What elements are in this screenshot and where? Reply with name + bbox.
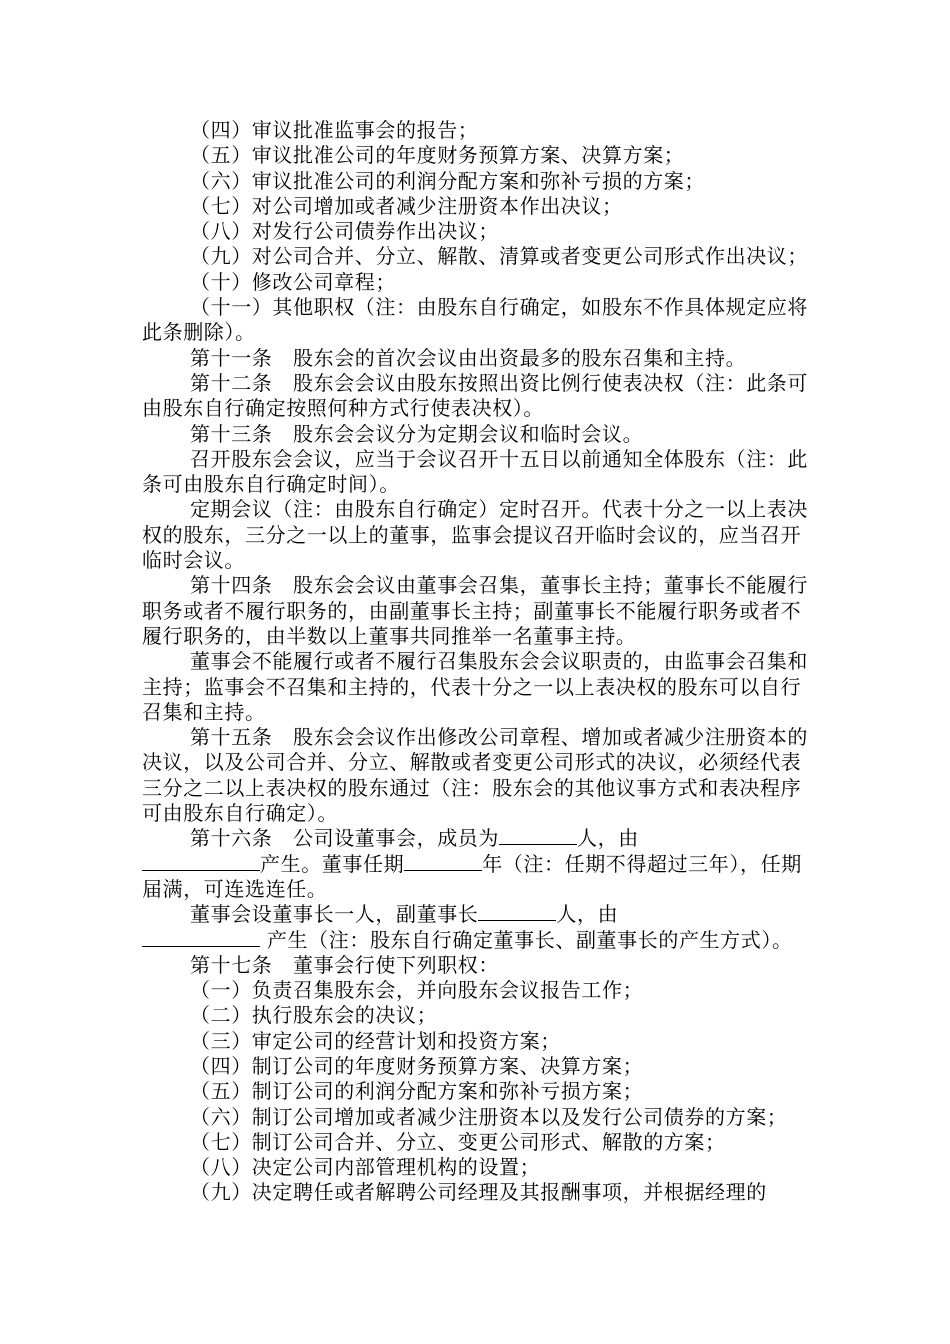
chairman-part-c: 产生（注：股东自行确定董事长、副董事长的产生方式）。 (260, 927, 793, 952)
article-12: 第十二条 股东会会议由股东按照出资比例行使表决权（注：此条可由股东自行确定按照何种方式行使表决权）。 (142, 370, 808, 421)
article-11: 第十一条 股东会的首次会议由出资最多的股东召集和主持。 (190, 345, 747, 370)
article-16-part-a: 第十六条 公司设董事会，成员为 (190, 826, 499, 851)
article-16-part-b: 人，由 (577, 826, 639, 851)
list-item: （四）制订公司的年度财务预算方案、决算方案； (190, 1053, 644, 1078)
paragraph: 董事会不能履行或者不履行召集股东会会议职责的，由监事会召集和主持；监事会不召集和主持的，代表十分之一以上表决权的股东可以自行召集和主持。 (142, 649, 808, 724)
list-item: （五）审议批准公司的年度财务预算方案、决算方案； (190, 143, 685, 168)
list-item: （四）审议批准监事会的报告； (190, 118, 479, 142)
list-item: （八）决定公司内部管理机构的设置； (190, 1155, 541, 1180)
article-16 (142, 826, 810, 902)
list-item: （九）决定聘任或者解聘公司经理及其报酬事项，并根据经理的 (190, 1180, 767, 1205)
term-years-blank[interactable] (404, 852, 482, 871)
chairman-part-b: 人，由 (556, 902, 619, 927)
paragraph: 定期会议（注：由股东自行确定）定时召开。代表十分之一以上表决权的股东，三分之一以上的董事，监事会提议召开临时会议的，应当召开临时会议。 (142, 497, 808, 573)
chair-source-blank[interactable] (142, 928, 260, 947)
article-14: 第十四条 股东会会议由董事会召集，董事长主持；董事长不能履行职务或者不履行职务的，由副董事长主持；副董事长不能履行职务或者不履行职务的，由半数以上董事共同推举一名董事主持。 (142, 573, 808, 648)
article-16-part-c: 产生。董事任期 (260, 851, 405, 876)
board-source-blank[interactable] (142, 852, 260, 871)
list-item: （九）对公司合并、分立、解散、清算或者变更公司形式作出决议； (190, 244, 808, 269)
chairman-part-a: 董事会设董事长一人，副董事长 (190, 902, 479, 927)
article-17-title: 第十七条 董事会行使下列职权： (190, 952, 499, 977)
article-13: 第十三条 股东会会议分为定期会议和临时会议。 (190, 421, 644, 446)
article-15: 第十五条 股东会会议作出修改公司章程、增加或者减少注册资本的决议，以及公司合并、分立、解散或者变更公司形式的决议，必须经代表三分之二以上表决权的股东通过（注：股东会的其他议事方式和表决程序可由股东自行确定）。 (142, 725, 808, 826)
list-item: （五）制订公司的利润分配方案和弥补亏损方案； (190, 1079, 644, 1104)
board-size-blank[interactable] (499, 826, 577, 845)
list-item: （三）审定公司的经营计划和投资方案； (190, 1028, 561, 1053)
list-item: （二）执行股东会的决议； (190, 1003, 438, 1028)
list-item: （七）对公司增加或者减少注册资本作出决议； (190, 193, 623, 218)
chairman-paragraph (142, 902, 810, 953)
document-body (142, 118, 810, 1206)
list-item: （六）制订公司增加或者减少注册资本以及发行公司债券的方案； (190, 1104, 788, 1129)
list-item: （十一）其他职权（注：由股东自行确定，如股东不作具体规定应将此条删除）。 (142, 295, 808, 345)
list-item: （七）制订公司合并、分立、变更公司形式、解散的方案； (190, 1129, 726, 1154)
article-16-part-d: 年（注：任期不得超过三年），任期届满，可连选连任。 (142, 851, 802, 901)
list-item: （十）修改公司章程； (190, 269, 396, 294)
list-item: （八）对发行公司债券作出决议； (190, 219, 499, 244)
paragraph: 召开股东会会议，应当于会议召开十五日以前通知全体股东（注：此条可由股东自行确定时间）。 (142, 446, 808, 497)
vice-chair-count-blank[interactable] (478, 902, 556, 921)
list-item: （一）负责召集股东会，并向股东会议报告工作； (190, 978, 644, 1003)
list-item: （六）审议批准公司的利润分配方案和弥补亏损的方案； (190, 168, 705, 193)
